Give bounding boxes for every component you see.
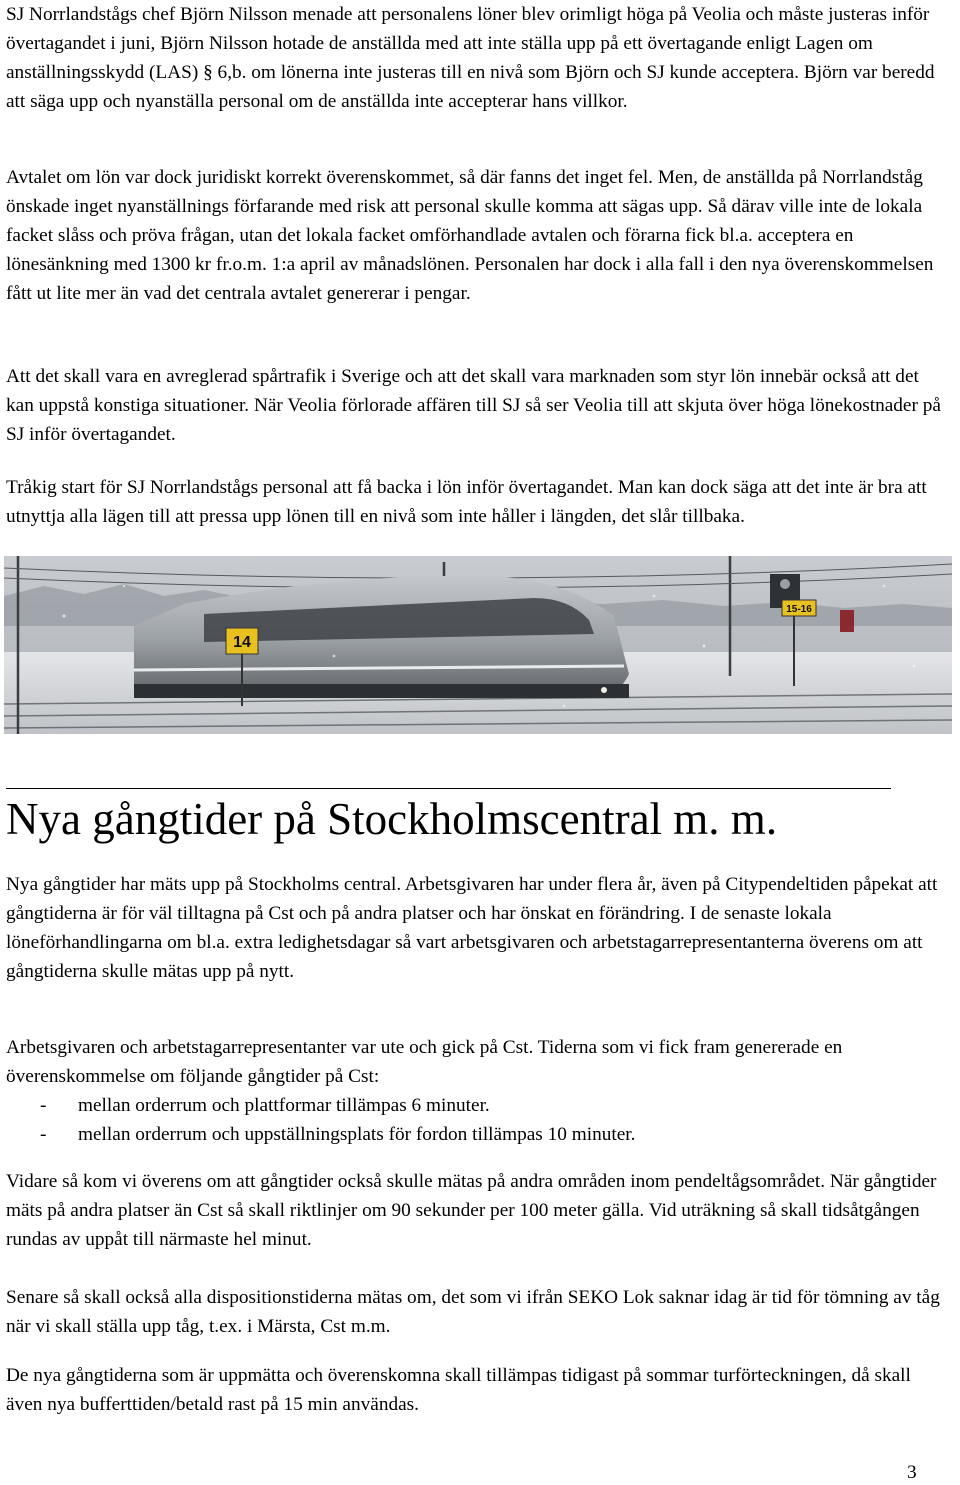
paragraph-nya-gangtider: Nya gångtider har mäts upp på Stockholms central. Arbetsgivaren har under flera år, även på Citypendeltiden påpekat att gångtiderna är för väl tilltagna på Cst och på andra platser och har önskat en förändring. I de senaste lokala löneförhandlingarna om bl.a. extra ledighetsdagar så vart arbetsgivaren och arbetstagarrepresentanterna överens om att gångtiderna skulle mätas upp på nytt.	[6, 874, 938, 982]
list-item-text: mellan orderrum och plattformar tillämpas 6 minuter.	[78, 1095, 490, 1116]
list-item-text: mellan orderrum och uppställningsplats för fordon tillämpas 10 minuter.	[78, 1124, 636, 1145]
platform-sign-label: 14	[233, 634, 251, 651]
paragraph-senare: Senare så skall också alla dispositionstiderna mätas om, det som vi ifrån SEKO Lok saknar idag är tid för tömning av tåg när vi skall ställa upp tåg, t.ex. i Märsta, Cst m.m.	[6, 1287, 940, 1337]
list-item	[0, 1120, 940, 1149]
section-divider	[6, 788, 891, 789]
train-photo	[4, 556, 952, 734]
paragraph-lon-veolia: SJ Norrlandstågs chef Björn Nilsson menade att personalens löner blev orimligt höga på Veolia och måste justeras inför övertagandet i juni, Björn Nilsson hotade de anställda med att inte ställa upp på ett övertagande enligt Lagen om anställningsskydd (LAS) § 6,b. om lönerna inte justeras till en nivå som Björn och SJ kunde acceptera. Björn var beredd att säga upp och nyanställa personal om de anställda inte accepterar hans villkor.	[6, 4, 935, 112]
paragraph-de-nya: De nya gångtiderna som är uppmätta och överenskomna skall tillämpas tidigast på sommar turförteckningen, då skall även nya bufferttiden/betald rast på 15 min användas.	[6, 1365, 911, 1415]
list-marker: -	[40, 1095, 47, 1116]
page-number: 3	[907, 1462, 917, 1483]
section-heading: Nya gångtider på Stockholmscentral m. m.	[6, 794, 778, 844]
paragraph-avreglerad: Att det skall vara en avreglerad spårtrafik i Sverige och att det skall vara marknaden som styr lön innebär också att det kan uppstå konstiga situationer. När Veolia förlorade affären till SJ så ser Veolia till att skjuta över höga lönekostnader på SJ inför övertagandet.	[6, 366, 941, 445]
gangtider-list	[0, 1091, 940, 1149]
list-item	[0, 1091, 940, 1120]
paragraph-trakig-start: Tråkig start för SJ Norrlandstågs personal att få backa i lön inför övertagandet. Man kan dock säga att det inte är bra att utnyttja alla lägen till att pressa upp lönen till en nivå som inte håller i längden, det slår tillbaka.	[6, 477, 927, 527]
list-marker: -	[40, 1124, 47, 1145]
paragraph-vidare: Vidare så kom vi överens om att gångtider också skulle mätas på andra områden inom pendeltågsområdet. När gångtider mäts på andra platser än Cst så skall riktlinjer om 90 sekunder per 100 meter gälla. Vid uträkning så skall tidsåtgången rundas av uppåt till närmaste hel minut.	[6, 1171, 937, 1250]
signal-sign-label: 15-16	[786, 604, 812, 615]
paragraph-arbetsgivaren: Arbetsgivaren och arbetstagarrepresentanter var ute och gick på Cst. Tiderna som vi fick fram genererade en överenskommelse om följande gångtider på Cst:	[6, 1037, 843, 1087]
paragraph-avtalet: Avtalet om lön var dock juridiskt korrekt överenskommet, så där fanns det inget fel. Men, de anställda på Norrlandståg önskade inget nyanställnings förfarande med risk att personal skulle komma att sägas upp. Så därav ville inte de lokala facket slåss och pröva frågan, utan det lokala facket omförhandlade avtalen och förarna fick bl.a. acceptera en lönesänkning med 1300 kr fr.o.m. 1:a april av månadslönen. Personalen har dock i alla fall i den nya överenskommelsen fått ut lite mer än vad det centrala avtalet genererar i pengar.	[6, 167, 934, 304]
